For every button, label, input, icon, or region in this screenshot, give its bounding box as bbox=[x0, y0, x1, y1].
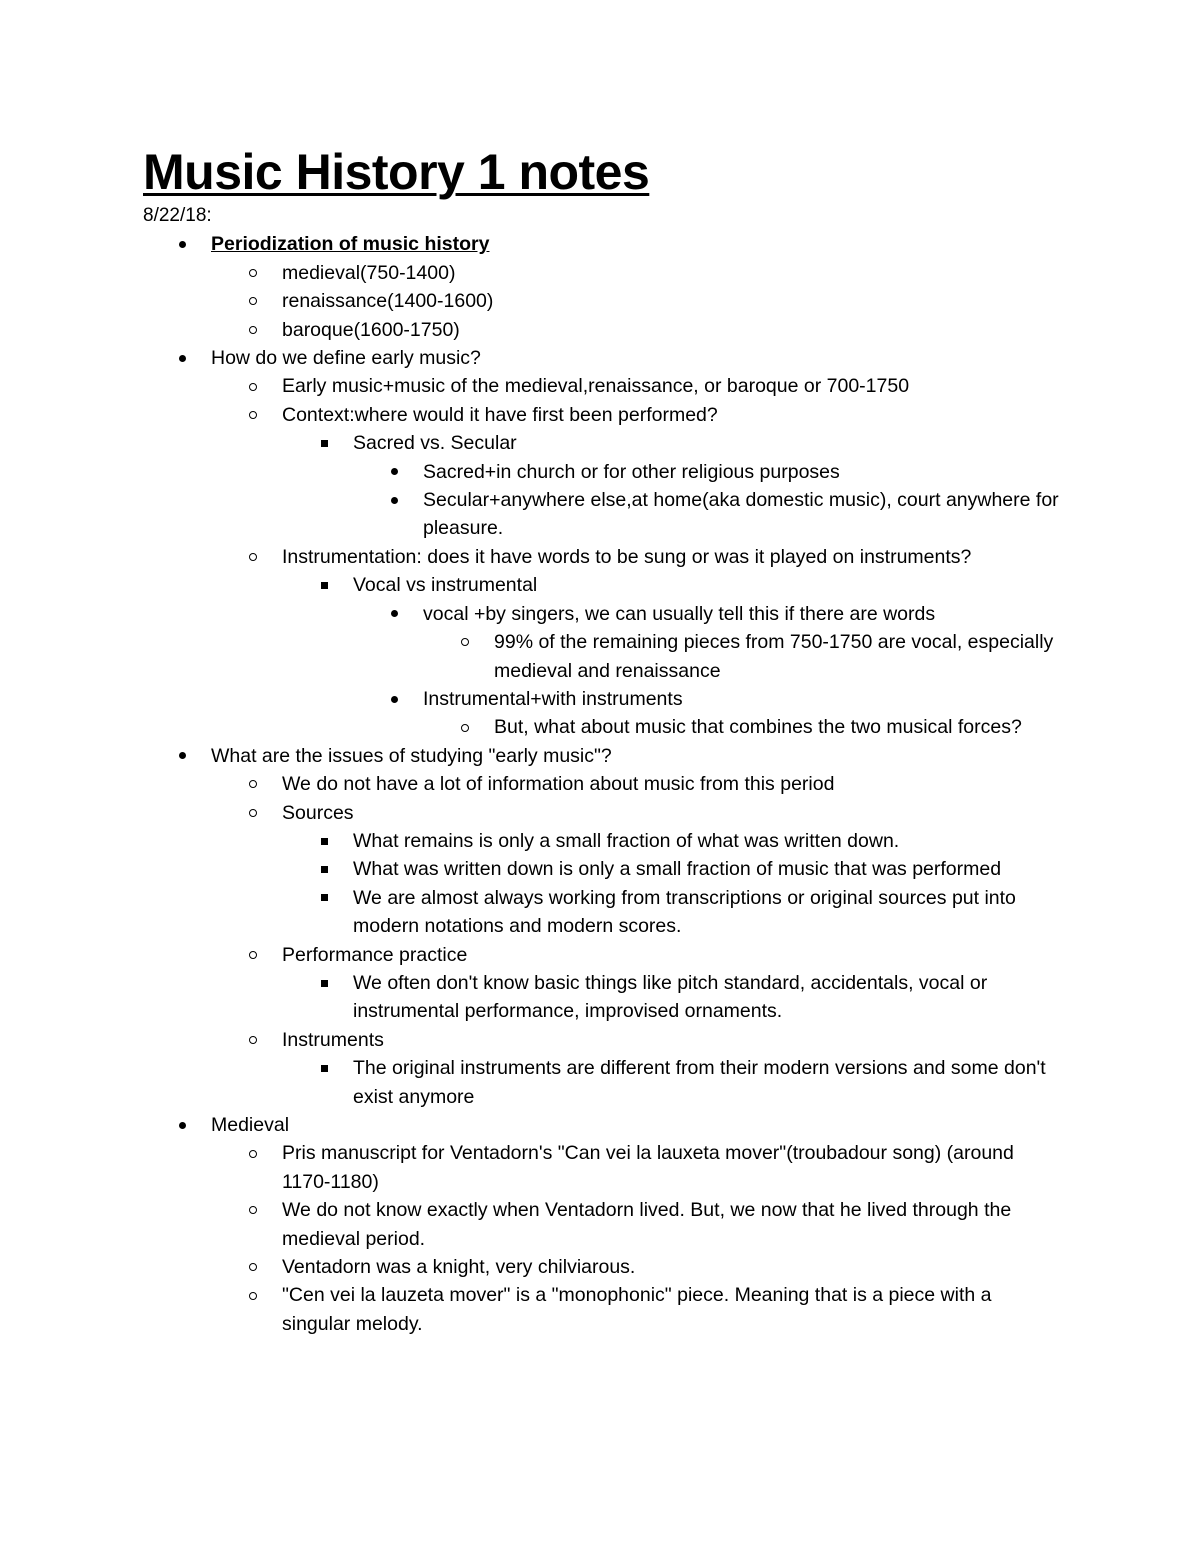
list-item-text: What are the issues of studying "early music"? bbox=[211, 744, 612, 767]
notes-list bbox=[143, 230, 1063, 1338]
list-item bbox=[143, 600, 1063, 628]
bullet-circle-icon bbox=[243, 1196, 263, 1224]
bullet-disc-icon bbox=[384, 458, 404, 486]
list-item bbox=[143, 486, 1063, 543]
bullet-circle-icon bbox=[243, 372, 263, 400]
list-item bbox=[143, 401, 1063, 429]
document-page bbox=[143, 142, 1063, 1338]
bullet-circle-icon bbox=[455, 713, 475, 741]
bullet-disc-icon bbox=[384, 600, 404, 628]
list-item-text: Sacred vs. Secular bbox=[353, 432, 517, 455]
list-item bbox=[143, 230, 1063, 258]
list-item-text: Secular+anywhere else,at home(aka domestic music), court anywhere for pleasure. bbox=[423, 489, 1059, 540]
bullet-circle-icon bbox=[243, 1139, 263, 1167]
list-item bbox=[143, 770, 1063, 798]
bullet-circle-icon bbox=[243, 941, 263, 969]
bullet-square-icon bbox=[314, 429, 334, 457]
list-item-text: Performance practice bbox=[282, 943, 468, 966]
list-item bbox=[143, 799, 1063, 827]
list-item bbox=[143, 543, 1063, 571]
list-item bbox=[143, 628, 1063, 685]
list-item bbox=[143, 941, 1063, 969]
bullet-square-icon bbox=[314, 969, 334, 997]
list-item bbox=[143, 1253, 1063, 1281]
bullet-circle-icon bbox=[455, 628, 475, 656]
list-item-text: Periodization of music history bbox=[211, 233, 490, 256]
list-item-text: "Cen vei la lauzeta mover" is a "monophonic" piece. Meaning that is a piece with a singular melody. bbox=[282, 1284, 992, 1335]
list-item-text: renaissance(1400-1600) bbox=[282, 290, 494, 313]
list-item bbox=[143, 344, 1063, 372]
list-item-text: What remains is only a small fraction of what was written down. bbox=[353, 829, 900, 852]
list-item-text: baroque(1600-1750) bbox=[282, 318, 460, 341]
bullet-circle-icon bbox=[243, 287, 263, 315]
bullet-square-icon bbox=[314, 1054, 334, 1082]
list-item-text: We do not have a lot of information about music from this period bbox=[282, 773, 835, 796]
bullet-square-icon bbox=[314, 884, 334, 912]
list-item bbox=[143, 316, 1063, 344]
list-item-text: medieval(750-1400) bbox=[282, 261, 456, 284]
list-item bbox=[143, 458, 1063, 486]
list-item bbox=[143, 884, 1063, 941]
bullet-circle-icon bbox=[243, 259, 263, 287]
document-title: Music History 1 notes bbox=[143, 144, 650, 200]
list-item bbox=[143, 1281, 1063, 1338]
list-item-text: Sacred+in church or for other religious purposes bbox=[423, 460, 840, 483]
bullet-disc-icon bbox=[172, 742, 192, 770]
list-item bbox=[143, 713, 1063, 741]
list-item bbox=[143, 855, 1063, 883]
bullet-circle-icon bbox=[243, 770, 263, 798]
list-item-text: Instrumentation: does it have words to be sung or was it played on instruments? bbox=[282, 545, 972, 568]
list-item bbox=[143, 1111, 1063, 1139]
bullet-circle-icon bbox=[243, 1253, 263, 1281]
list-item-text: We do not know exactly when Ventadorn lived. But, we now that he lived through the medieval period. bbox=[282, 1199, 1012, 1250]
list-item bbox=[143, 372, 1063, 400]
list-item bbox=[143, 1026, 1063, 1054]
bullet-disc-icon bbox=[384, 685, 404, 713]
bullet-circle-icon bbox=[243, 1281, 263, 1309]
list-item bbox=[143, 969, 1063, 1026]
list-item-text: We often don't know basic things like pitch standard, accidentals, vocal or instrumental performance, improvised ornaments. bbox=[353, 971, 988, 1023]
bullet-circle-icon bbox=[243, 799, 263, 827]
list-item-text: What was written down is only a small fraction of music that was performed bbox=[353, 858, 1002, 881]
bullet-disc-icon bbox=[384, 486, 404, 514]
list-item-text: Instruments bbox=[282, 1028, 384, 1051]
list-item bbox=[143, 259, 1063, 287]
list-item-text: Ventadorn was a knight, very chilviarous. bbox=[282, 1256, 636, 1279]
list-item-text: Instrumental+with instruments bbox=[423, 687, 683, 710]
list-item-text: Early music+music of the medieval,renaissance, or baroque or 700-1750 bbox=[282, 375, 910, 398]
list-item bbox=[143, 287, 1063, 315]
list-item-text: But, what about music that combines the two musical forces? bbox=[494, 716, 1022, 739]
list-item bbox=[143, 685, 1063, 713]
list-item-text: Vocal vs instrumental bbox=[353, 574, 538, 597]
bullet-disc-icon bbox=[172, 1111, 192, 1139]
list-item-text: Pris manuscript for Ventadorn's "Can vei la lauxeta mover"(troubadour song) (around 1170-1180) bbox=[282, 1142, 1014, 1193]
list-item bbox=[143, 827, 1063, 855]
list-item-text: 99% of the remaining pieces from 750-1750 are vocal, especially medieval and renaissance bbox=[494, 631, 1054, 682]
list-item-text: vocal +by singers, we can usually tell this if there are words bbox=[423, 602, 936, 625]
list-item bbox=[143, 1054, 1063, 1111]
bullet-square-icon bbox=[314, 571, 334, 599]
bullet-circle-icon bbox=[243, 543, 263, 571]
list-item-text: Sources bbox=[282, 801, 354, 824]
list-item-text: How do we define early music? bbox=[211, 347, 481, 370]
bullet-circle-icon bbox=[243, 401, 263, 429]
list-item-text: Context:where would it have first been performed? bbox=[282, 403, 718, 426]
bullet-circle-icon bbox=[243, 316, 263, 344]
bullet-disc-icon bbox=[172, 344, 192, 372]
list-item bbox=[143, 1139, 1063, 1196]
list-item-text: The original instruments are different from their modern versions and some don't exist anymore bbox=[353, 1057, 1046, 1108]
list-item bbox=[143, 1196, 1063, 1253]
list-item-text: Medieval bbox=[211, 1114, 290, 1136]
bullet-square-icon bbox=[314, 855, 334, 883]
list-item bbox=[143, 571, 1063, 599]
list-item-text: We are almost always working from transcriptions or original sources put into modern notations and modern scores. bbox=[353, 886, 1016, 938]
list-item bbox=[143, 742, 1063, 770]
bullet-disc-icon bbox=[172, 230, 192, 258]
bullet-square-icon bbox=[314, 827, 334, 855]
list-item bbox=[143, 429, 1063, 457]
note-date: 8/22/18: bbox=[143, 205, 212, 226]
bullet-circle-icon bbox=[243, 1026, 263, 1054]
